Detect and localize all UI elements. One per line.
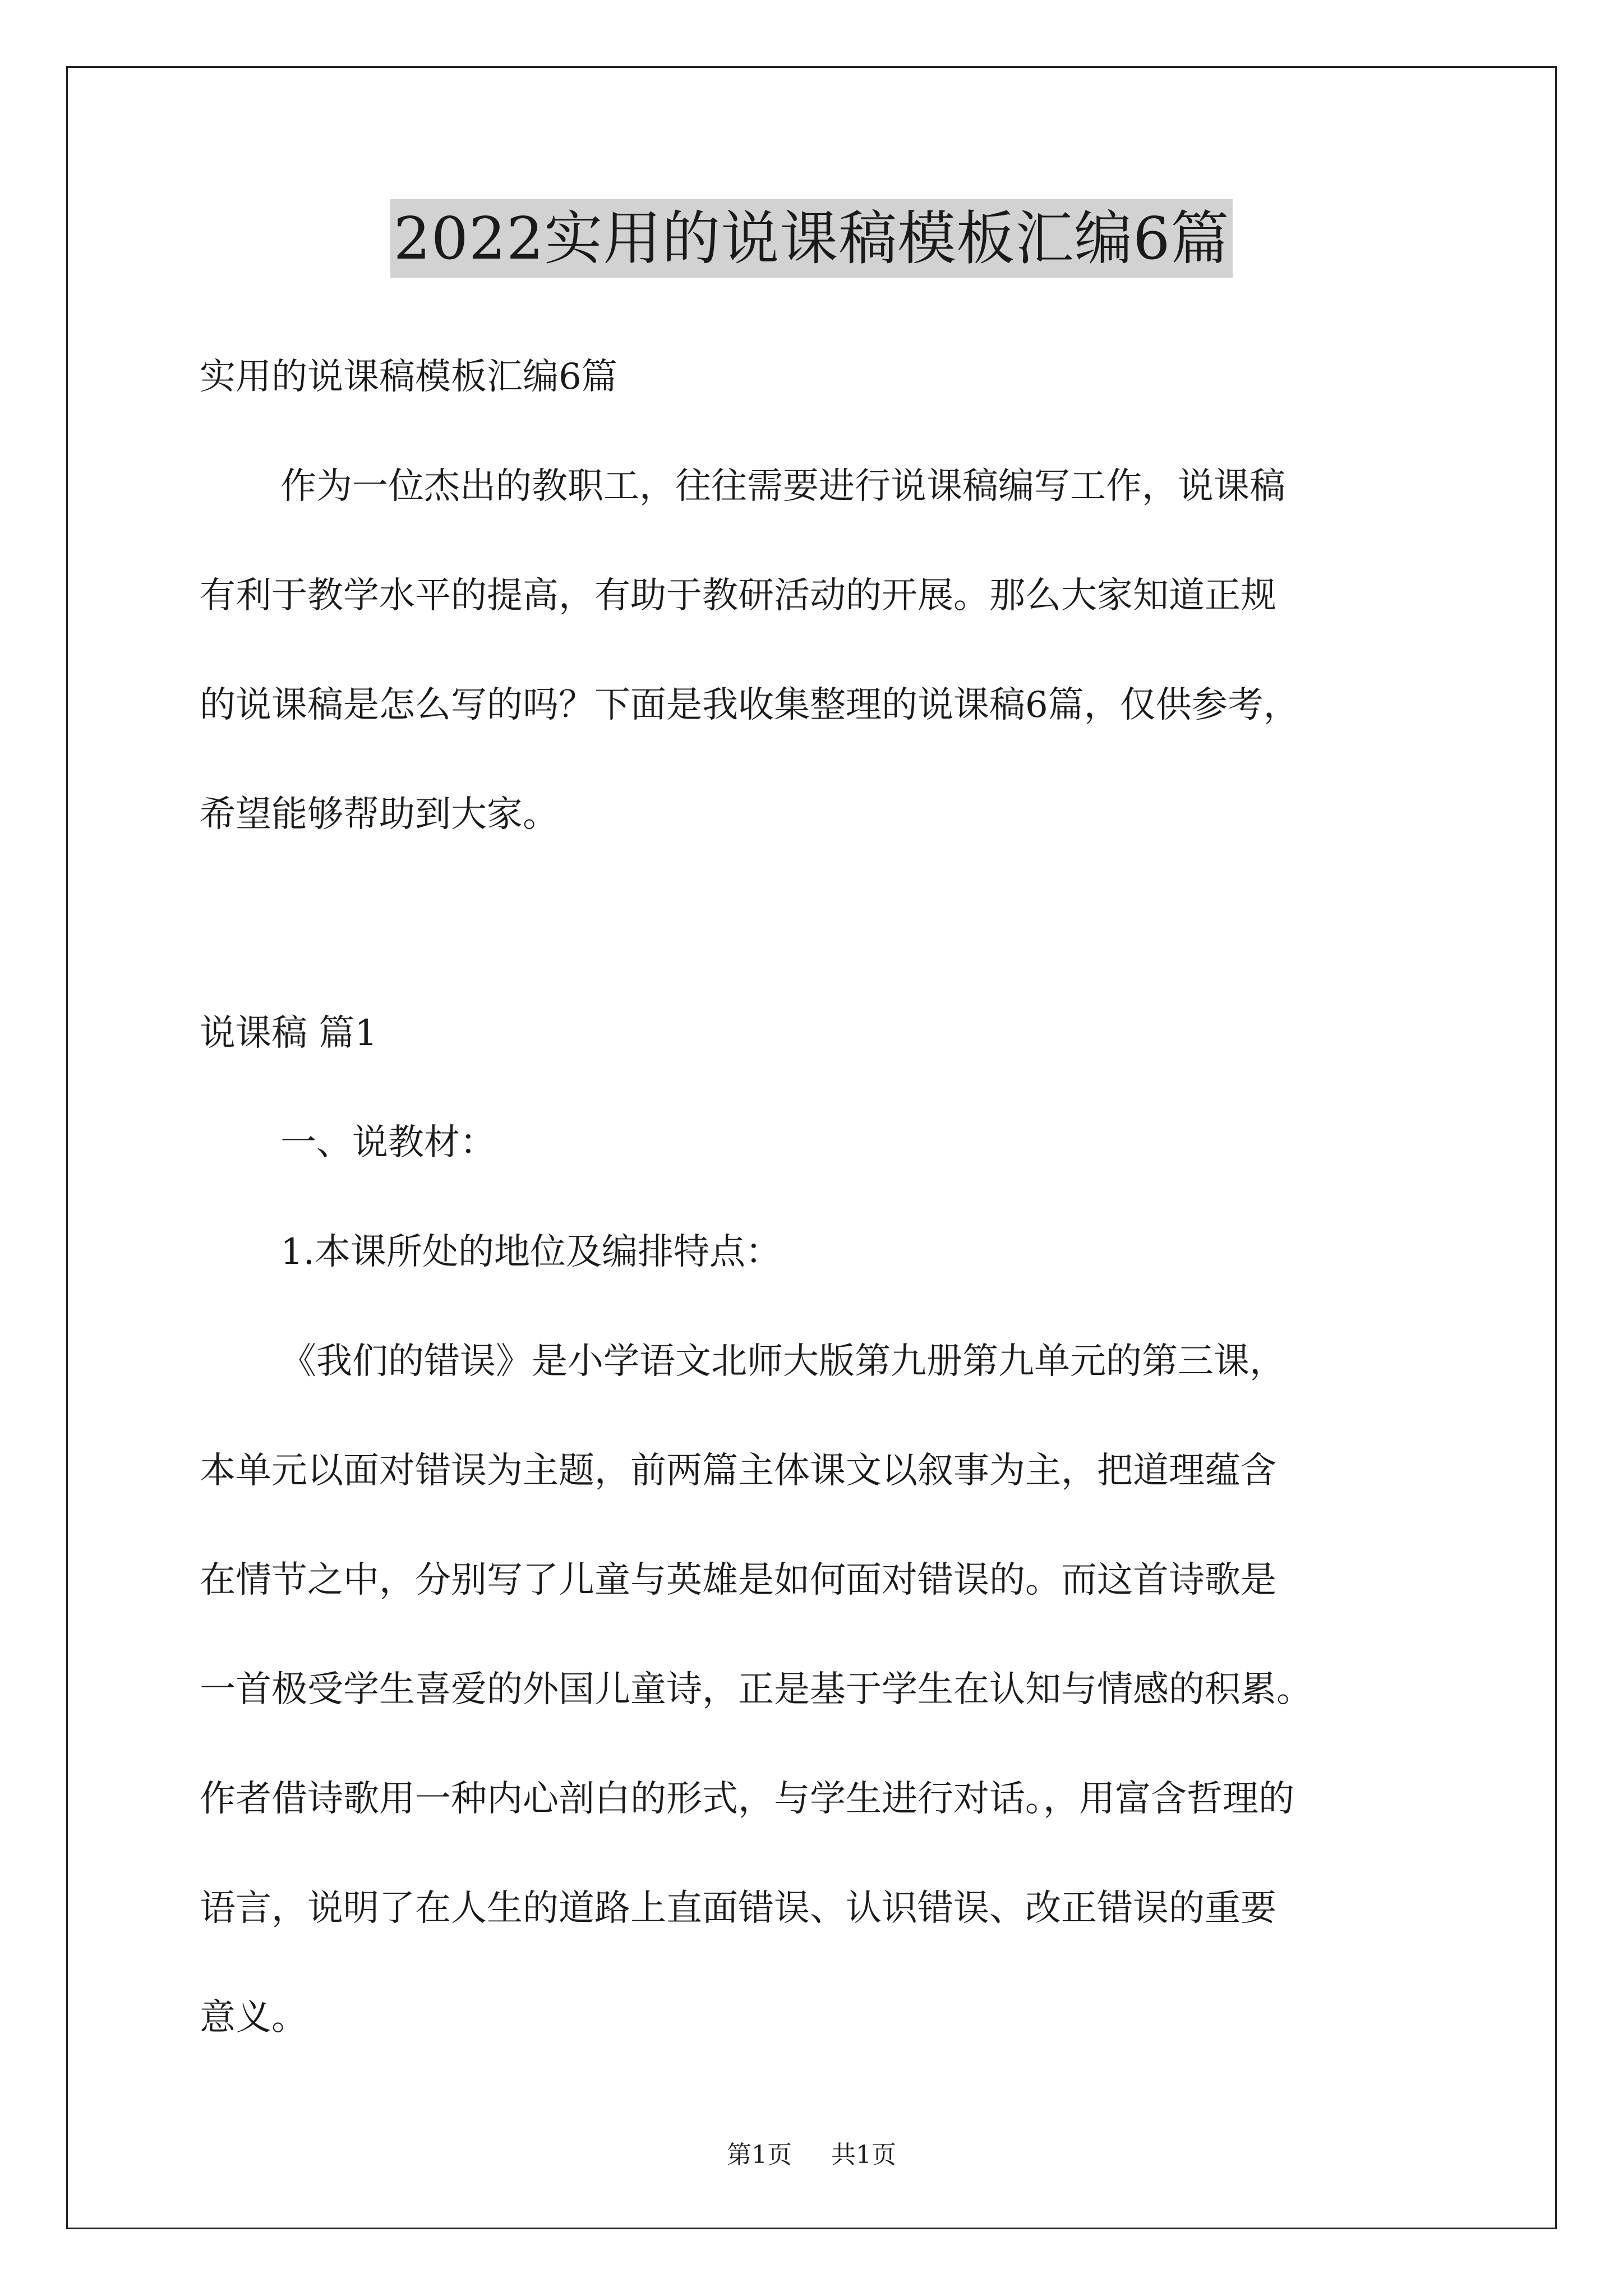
intro-line: 希望能够帮助到大家。 — [200, 794, 559, 835]
document-subtitle: 实用的说课稿模板汇编6篇 — [200, 356, 617, 398]
intro-line: 的说课稿是怎么写的吗？下面是我收集整理的说课稿6篇，仅供参考， — [200, 684, 1299, 726]
body-line: 语言，说明了在人生的道路上直面错误、认识错误、改正错误的重要 — [200, 1888, 1276, 1929]
body-line: 本单元以面对错误为主题，前两篇主体课文以叙事为主，把道理蕴含 — [200, 1450, 1276, 1492]
body-line: 一首极受学生喜爱的外国儿童诗，正是基于学生在认知与情感的积累。 — [200, 1669, 1312, 1710]
body-line: 意义。 — [200, 1997, 307, 2039]
page-number-current: 第1页 — [727, 2141, 792, 2169]
page-number-total: 共1页 — [831, 2141, 896, 2169]
body-line: 在情节之中，分别写了儿童与英雄是如何面对错误的。而这首诗歌是 — [200, 1559, 1276, 1601]
intro-line: 有利于教学水平的提高，有助于教研活动的开展。那么大家知道正规 — [200, 575, 1276, 616]
document-title: 2022实用的说课稿模板汇编6篇 — [390, 199, 1233, 278]
subheading: 一、说教材： — [280, 1122, 496, 1163]
title-container — [0, 199, 1623, 278]
body-line: 作者借诗歌用一种内心剖白的形式，与学生进行对话。，用富含哲理的 — [200, 1778, 1294, 1820]
point-heading: 1.本课所处的地位及编排特点： — [280, 1231, 782, 1273]
page-footer — [0, 2138, 1623, 2172]
intro-line: 作为一位杰出的教职工，往往需要进行说课稿编写工作，说课稿 — [280, 466, 1285, 507]
section-heading: 说课稿 篇1 — [200, 1013, 378, 1054]
body-line: 《我们的错误》是小学语文北师大版第九册第九单元的第三课， — [280, 1341, 1285, 1382]
